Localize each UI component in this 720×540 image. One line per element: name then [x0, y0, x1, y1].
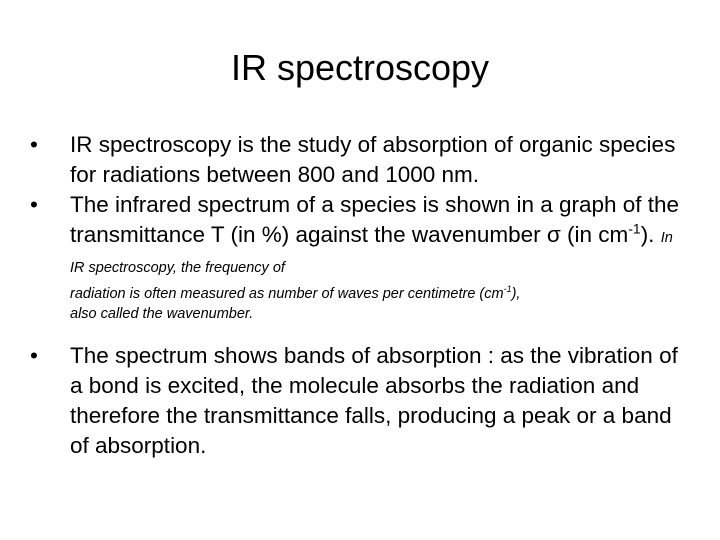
- bullet-item-3: [30, 341, 680, 461]
- bullet-dot-icon: •: [30, 132, 38, 157]
- bullet-item-1: [30, 130, 680, 190]
- bullet-item-2: [30, 190, 680, 324]
- note-line-2-end: ),: [511, 286, 521, 302]
- bullet-text-2: The infrared spectrum of a species is shown in a graph of the transmittance T (in %) against the wavenumber σ (in cm: [70, 192, 680, 247]
- slide-title: IR spectroscopy: [230, 47, 490, 88]
- bullet-dot-icon: •: [30, 192, 38, 217]
- note-line-1: In IR spectroscopy, the frequency of: [70, 230, 673, 276]
- bullet-dot-icon: •: [30, 343, 38, 368]
- bullet-text-3: The spectrum shows bands of absorption : as the vibration of a bond is excited, the molecule absorbs the radiation and therefore the transmittance falls, producing a peak or a band of absorption.: [70, 343, 678, 458]
- bullet-text-1: IR spectroscopy is the study of absorption of organic species for radiations between 800 and 1000 nm.: [70, 132, 676, 187]
- slide-body: [30, 130, 680, 461]
- note-line-3: also called the wavenumber.: [70, 306, 254, 322]
- note-line-2-text: radiation is often measured as number of waves per centimetre (cm: [70, 286, 504, 302]
- superscript-exponent: -1: [628, 220, 641, 237]
- note-line-2: [70, 284, 680, 304]
- note-superscript-exponent: -1: [503, 284, 512, 295]
- bullet-text-2-end: ).: [640, 222, 655, 247]
